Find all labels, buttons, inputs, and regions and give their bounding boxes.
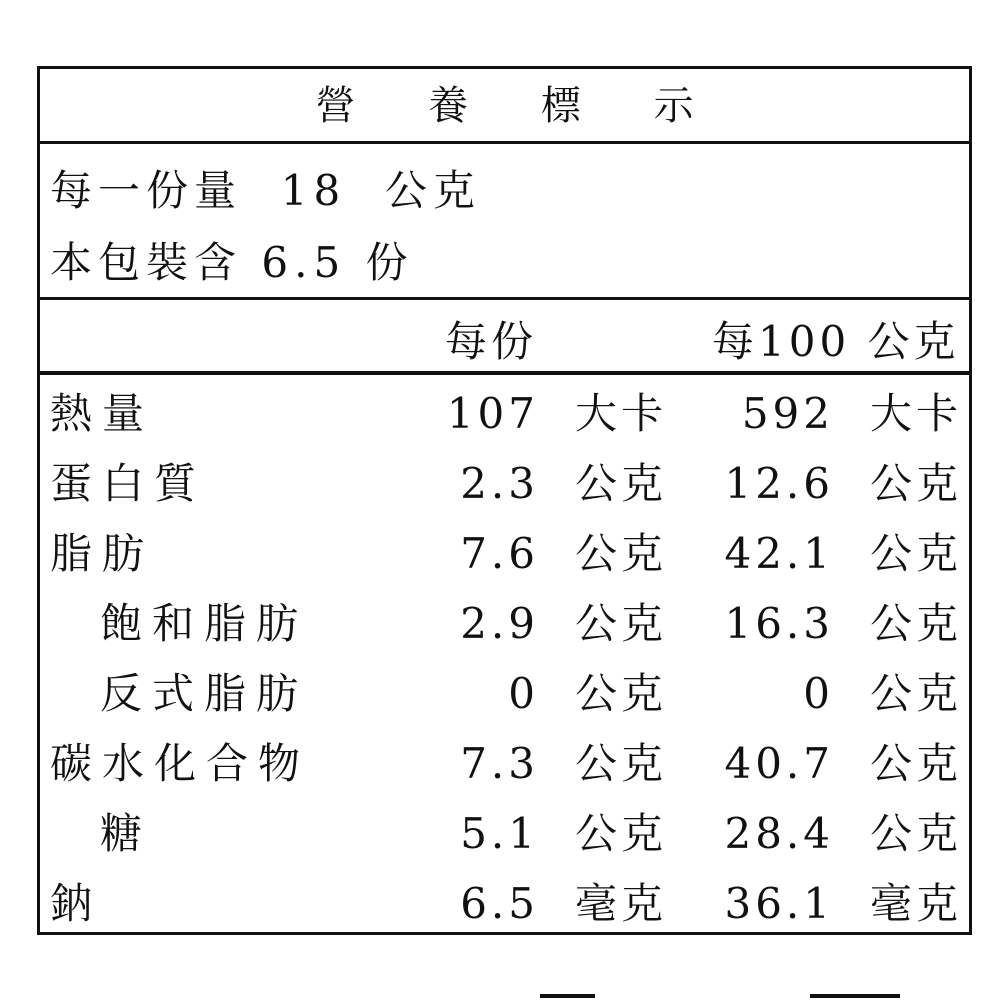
per-serving-unit: 公克 [575, 459, 668, 508]
per-serving-unit: 公克 [575, 599, 668, 648]
servings-count-unit: 份 [365, 238, 414, 287]
per-100g-value: 12.6 [724, 459, 834, 508]
per-100g-header: 每100 公克 [712, 317, 960, 366]
nutrient-name: 糖 [100, 809, 153, 858]
per-serving-unit: 公克 [575, 809, 668, 858]
nutrient-row-sodium [40, 869, 969, 939]
per-serving-value: 107 [446, 389, 539, 438]
per-100g-unit: 公克 [870, 739, 963, 788]
per-100g-value: 40.7 [724, 739, 834, 788]
per-100g-unit: 公克 [870, 809, 963, 858]
divider [40, 141, 969, 144]
nutrient-name: 鈉 [50, 879, 103, 928]
nutrition-label [37, 66, 972, 935]
nutrient-name: 蛋白質 [50, 459, 207, 508]
serving-size-line [50, 155, 481, 227]
per-100g-unit: 毫克 [870, 879, 963, 928]
servings-count-label: 本包裝含 [50, 238, 243, 287]
per-serving-value: 2.3 [460, 459, 539, 508]
per-serving-header: 每份 [445, 317, 538, 366]
per-serving-value: 7.3 [460, 739, 539, 788]
divider [40, 371, 969, 375]
label-title: 營 養 標 示 [315, 83, 724, 129]
per-100g-value: 592 [741, 389, 834, 438]
per-serving-value: 5.1 [460, 809, 539, 858]
nutrient-row-trans-fat [40, 659, 969, 729]
serving-size-label: 每一份量 [50, 166, 243, 215]
nutrient-row-fat [40, 519, 969, 589]
serving-size-value: 18 [280, 166, 347, 215]
servings-per-package-line [50, 227, 414, 299]
nutrient-row-carbohydrate [40, 729, 969, 799]
per-100g-unit: 公克 [870, 459, 963, 508]
nutrient-name: 脂肪 [50, 529, 155, 578]
column-header-row [40, 307, 969, 377]
per-100g-value: 28.4 [724, 809, 834, 858]
per-serving-unit: 公克 [575, 739, 668, 788]
per-serving-unit: 公克 [575, 529, 668, 578]
per-serving-unit: 毫克 [575, 879, 668, 928]
per-100g-value: 0 [803, 669, 834, 718]
servings-count-value: 6.5 [261, 238, 347, 287]
per-serving-value: 0 [508, 669, 539, 718]
per-serving-value: 2.9 [460, 599, 539, 648]
nutrient-row-energy [40, 379, 969, 449]
per-100g-unit: 公克 [870, 529, 963, 578]
per-100g-value: 16.3 [724, 599, 834, 648]
nutrient-name: 碳水化合物 [50, 739, 311, 788]
per-serving-unit: 大卡 [575, 389, 668, 438]
nutrient-row-sugar [40, 799, 969, 869]
nutrient-name: 熱量 [50, 389, 155, 438]
per-100g-unit: 公克 [870, 599, 963, 648]
per-100g-unit: 大卡 [870, 389, 963, 438]
per-serving-value: 6.5 [460, 879, 539, 928]
per-100g-unit: 公克 [870, 669, 963, 718]
serving-size-unit: 公克 [384, 166, 481, 215]
per-serving-unit: 公克 [575, 669, 668, 718]
nutrient-name: 反式脂肪 [100, 669, 309, 718]
nutrient-row-saturated-fat [40, 589, 969, 659]
per-100g-value: 42.1 [724, 529, 834, 578]
cropped-mark [810, 994, 900, 998]
nutrient-name: 飽和脂肪 [100, 599, 309, 648]
nutrient-row-protein [40, 449, 969, 519]
per-serving-value: 7.6 [460, 529, 539, 578]
cropped-mark [540, 994, 595, 998]
per-100g-value: 36.1 [724, 879, 834, 928]
divider [40, 297, 969, 300]
